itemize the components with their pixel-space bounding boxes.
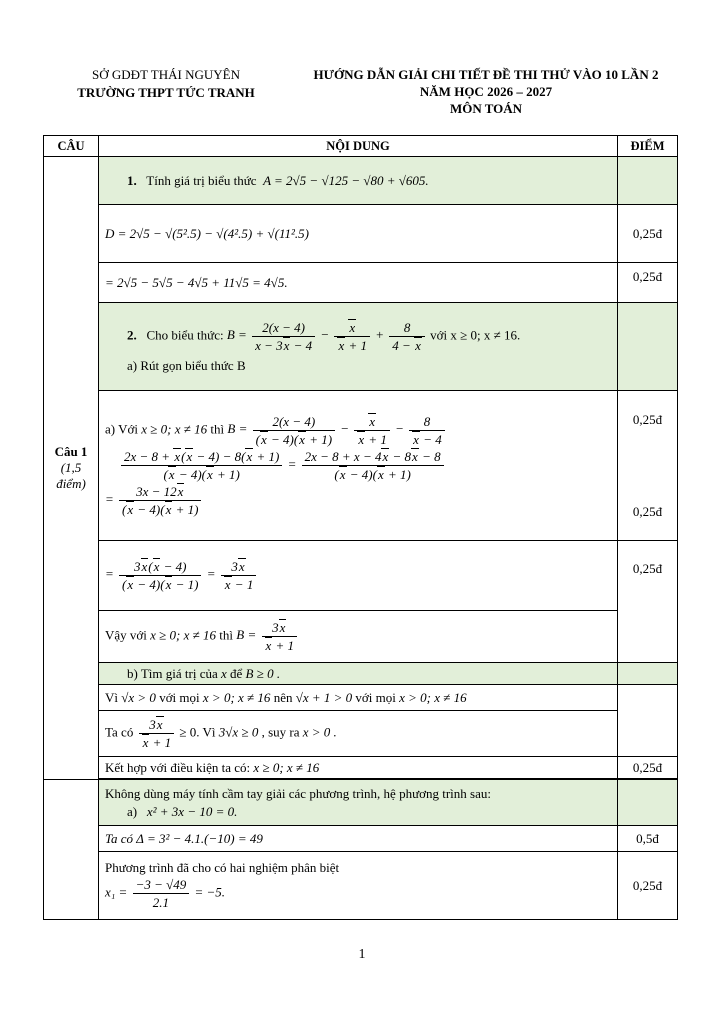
task-text: Không dùng máy tính cầm tay giải các phương trình, hệ phương trình sau: [105,785,491,801]
root-x1 [105,876,611,911]
table-row [44,826,678,852]
col-cau: CÂU [44,136,99,157]
question-points: (1,5 [60,460,82,475]
table-row [44,711,678,757]
task-text: Tính giá trị biểu thức [146,172,257,188]
task-number: 2. [127,327,137,343]
title-block [280,66,692,117]
task-expression: A = 2√5 − √125 − √80 + √605. [263,172,429,188]
expression: B = $\frac{3x}{x + 1}$ [236,627,299,642]
table-row [44,663,678,685]
task-text: Cho biểu thức: [146,327,224,343]
table-row [44,157,678,205]
solution-step [99,205,618,263]
col-noidung: NỘI DUNG [99,136,618,157]
condition: với x ≥ 0; x ≠ 16. [430,327,521,343]
condition: x > 0; x ≠ 16 [202,689,271,705]
word-then: thì [219,627,234,643]
table-row [44,780,678,826]
word: Kết hợp với điều kiện ta có: [105,759,251,775]
subject: MÔN TOÁN [449,101,523,116]
expression: x > 0 . [302,724,337,740]
table-row [44,263,678,303]
doc-title: HƯỚNG DẪN GIẢI CHI TIẾT ĐỀ THI THỬ VÀO 10 LẦN 2 [313,67,659,82]
task-1 [99,157,618,205]
condition: x ≥ 0; x ≠ 16 [141,421,208,437]
condition: x > 0; x ≠ 16 [399,689,467,705]
subtask-b [99,663,618,685]
expression: √x > 0 [121,689,156,705]
school-year: NĂM HỌC 2026 – 2027 [419,84,553,99]
step-expression: D = 2√5 − √(5².5) − √(4².5) + √(11².5) [105,225,309,241]
word: , suy ra [261,724,300,740]
step-expression: = 2√5 − 5√5 − 4√5 + 11√5 = 4√5. [105,274,288,290]
points: 0,5đ [618,826,678,852]
fraction: $\frac{3x}{x + 1}$ [139,716,175,751]
condition: x ≥ 0; x ≠ 16 [150,627,217,643]
step-intro: a) Với [105,421,138,437]
table-row [44,611,678,663]
expression: = $\frac{3x - 12x}{(x - 4)(x + 1)}$ [105,483,611,518]
word: với mọi [355,689,396,705]
solution-step [99,711,618,757]
word: nên [273,689,293,705]
points-empty [618,157,678,205]
question-cell [44,157,99,780]
word: Ta có [105,724,134,740]
table-row [44,391,678,541]
denominator: 2.1 [152,895,170,910]
points: 0,25đ [618,541,678,663]
question-points-unit: điểm) [56,476,86,491]
points-empty [618,303,678,391]
table-row [44,757,678,779]
expression: √x + 1 > 0 [295,689,353,705]
expression: = $\frac{3x(x - 4)}{(x - 4)(x - 1)}$ = $\frac{3x}{x - 1}$ [105,566,258,581]
subtask-label: a) [127,803,138,819]
points-empty [618,780,678,826]
table-row [44,852,678,920]
solution-step [99,852,618,920]
question-cell [44,780,99,920]
solution-step [99,391,618,541]
variable: x [220,665,227,681]
expression: 3√x ≥ 0 [218,724,259,740]
task-expression: x² + 3x − 10 = 0. [146,803,238,819]
points: 0,25đ [618,263,678,303]
points: 0,25đ [618,205,678,263]
word: ≥ 0. Vì [179,724,216,740]
school-name: TRƯỜNG THPT TỨC TRANH [77,85,255,100]
task-3 [99,780,618,826]
points-empty [618,663,678,685]
word-then: thì [210,421,225,437]
solution-step [99,541,618,611]
solution-conclusion [99,611,618,663]
table-row [44,541,678,611]
numerator: −3 − √49 [133,876,190,894]
task-2 [99,303,618,391]
word: Vì [105,689,118,705]
question-label: Câu 1 [54,444,88,459]
expression: $\frac{2x - 8 + x(x - 4) - 8(x + 1)}{(x - 4)(x + 1)}$ = $\frac{2x - 8 + x - 4x - 8x - 8}{(x - 4)(x + 1)}$ [119,448,611,483]
task-expression: B ≥ 0 . [245,665,281,681]
task-text: b) Tìm giá trị của [127,665,218,681]
word-for: để [230,665,243,681]
issuer-block [56,66,276,102]
word: với mọi [159,689,200,705]
solution-conclusion [99,757,618,779]
subtask-a: a) Rút gọn biểu thức B [127,358,246,373]
result: = −5. [194,884,226,900]
department: SỞ GDĐT THÁI NGUYÊN [92,67,240,82]
expression: B = $\frac{2(x - 4)}{(x - 4)(x + 1)}$ − $\frac{x}{x + 1}$ − $\frac{8}{x - 4}$ [227,421,446,436]
task-number: 1. [127,172,137,188]
condition: x ≥ 0; x ≠ 16 [253,759,320,775]
solution-step [99,263,618,303]
page-number: 1 [358,947,366,962]
expression-B: B = $\frac{2(x - 4)}{x - 3x - 4}$ − $\frac{x}{x + 1}$ + $\frac{8}{4 - x}$ [227,327,430,342]
table-row [44,205,678,263]
points: 0,25đ [618,757,678,779]
step-intro: Vậy với [105,627,147,643]
table-row [44,685,678,711]
points-value: 0,25đ [632,411,663,427]
points-value: 0,25đ [632,503,663,519]
lhs: x₁ = [105,884,128,900]
step-expression: Ta có Δ = 3² − 4.1.(−10) = 49 [105,830,263,846]
solution-step [99,826,618,852]
table-row [44,303,678,391]
points-empty [618,685,678,757]
points [618,391,678,541]
solution-step [99,685,618,711]
step-text: Phương trình đã cho có hai nghiệm phân biệt [105,860,340,875]
col-diem: ĐIỂM [618,136,678,157]
points: 0,25đ [618,852,678,920]
answer-table [43,135,678,920]
table-header-row [44,136,678,157]
